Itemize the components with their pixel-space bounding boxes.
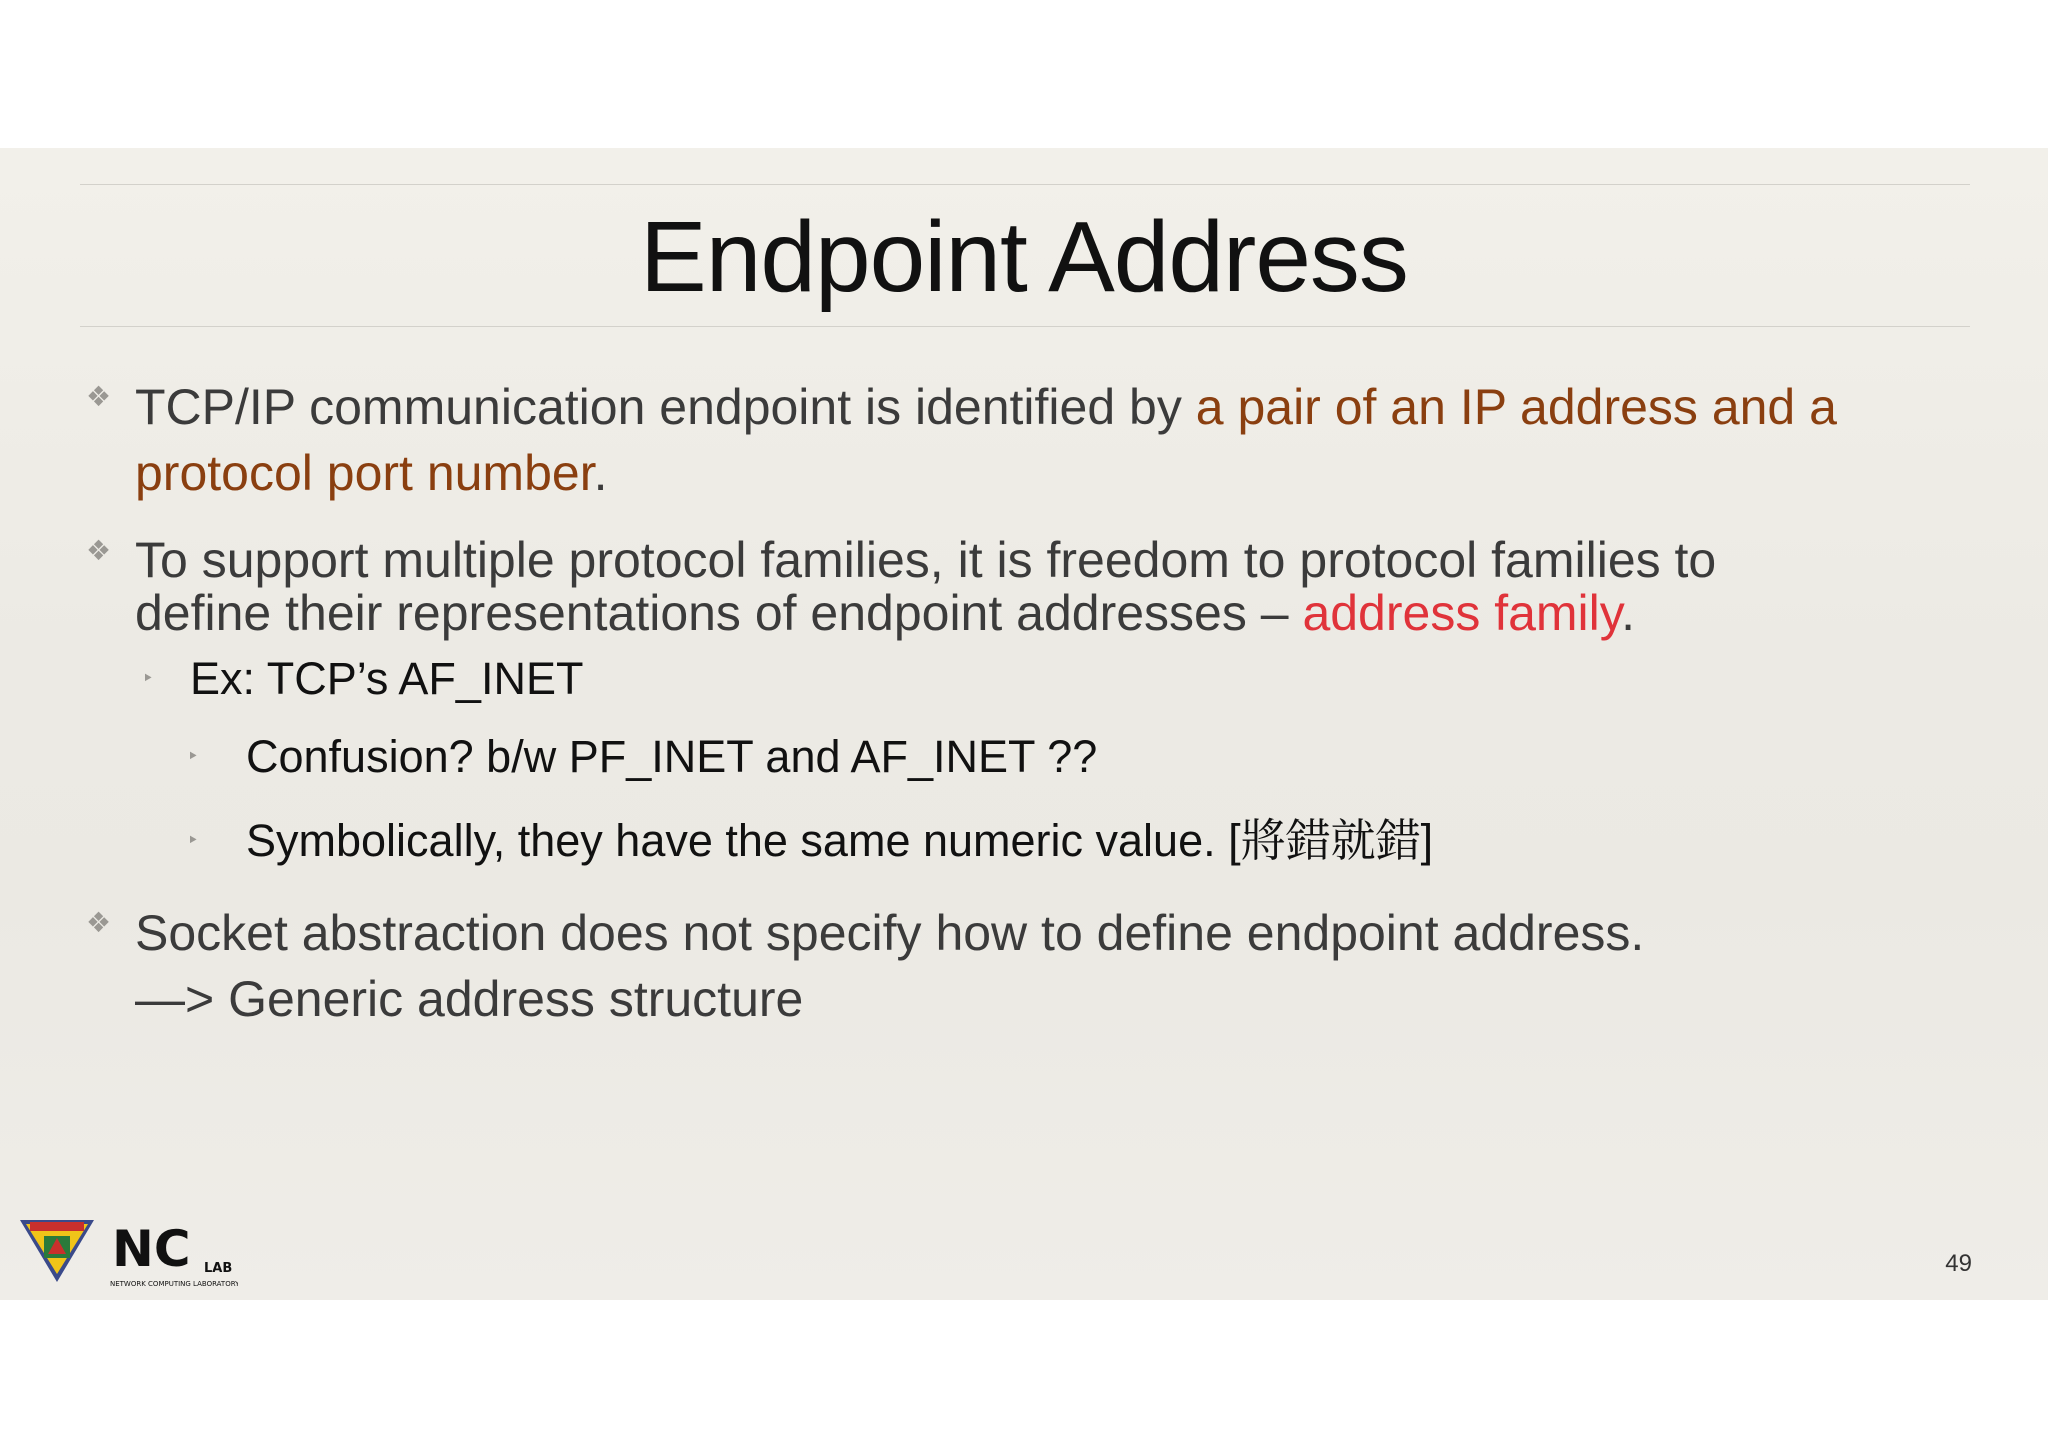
diamond-bullet-icon: ❖: [86, 907, 112, 938]
logo-sub-text: NETWORK COMPUTING LABORATORY: [110, 1280, 238, 1288]
triangle-bullet-icon: ‣: [187, 830, 199, 852]
slide-title: Endpoint Address: [640, 201, 1408, 313]
diamond-bullet-icon: ❖: [86, 381, 112, 412]
bullet-1-line-2: [135, 440, 608, 506]
logo-main-text: NC: [112, 1220, 191, 1278]
slide: [0, 148, 2048, 1300]
bullet-2-period: .: [1621, 585, 1635, 641]
sub-bullet-1: Ex: TCP’s AF_INET: [190, 653, 584, 704]
bullet-1-highlight-cont: protocol port number: [135, 445, 594, 501]
bullet-3-line-2: —> Generic address structure: [135, 971, 804, 1027]
triangle-bullet-icon: ‣: [187, 746, 199, 768]
nc-lab-logo: [18, 1216, 238, 1297]
bullet-2-text: define their representations of endpoint addresses –: [135, 585, 1303, 641]
sub-sub-bullet-2: Symbolically, they have the same numeric value. [將錯就錯]: [246, 815, 1434, 866]
bullet-1-text: TCP/IP communication endpoint is identified by: [135, 379, 1196, 435]
university-emblem-icon: [18, 1216, 238, 1292]
triangle-bullet-icon: ‣: [142, 668, 154, 690]
sub-sub-bullet-1: Confusion? b/w PF_INET and AF_INET ??: [246, 731, 1098, 782]
title-bottom-rule: [80, 326, 1970, 327]
page-number: 49: [1945, 1250, 1972, 1277]
bullet-3-line-1: Socket abstraction does not specify how to define endpoint address.: [135, 905, 1645, 961]
bullet-1-period: .: [593, 445, 608, 501]
bullet-2-line-2: [135, 580, 1635, 646]
bullet-1-highlight: a pair of an IP address and a: [1195, 379, 1837, 435]
bullet-2-highlight: address family: [1302, 585, 1622, 641]
title-top-rule: [80, 184, 1970, 185]
bullet-2-line-1: To support multiple protocol families, it is freedom to protocol families to: [135, 532, 1717, 588]
diamond-bullet-icon: ❖: [86, 535, 112, 566]
logo-lab-text: LAB: [204, 1261, 233, 1276]
bullet-1-line-1: [135, 374, 1837, 440]
